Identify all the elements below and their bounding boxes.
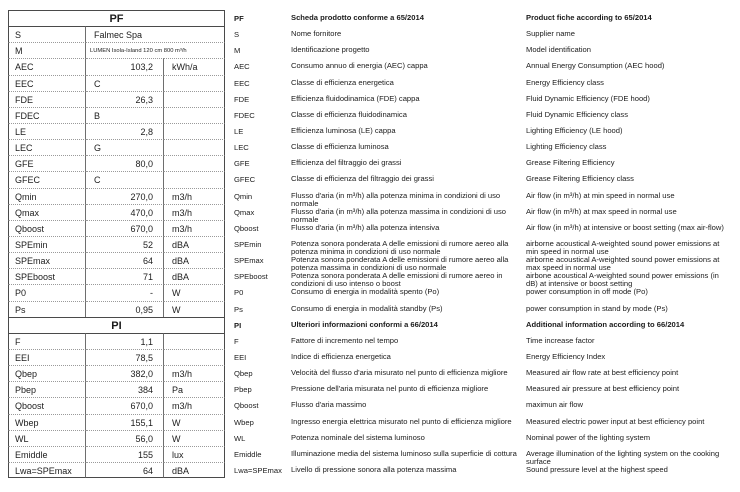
- spec-value-cell: LUMEN Isola-Island 120 cm 800 m³/h: [86, 42, 225, 58]
- description-english: airbone acoustical A-weighted sound power emissions (in dB) at intensive or boost setting: [526, 271, 719, 289]
- description-english: Energy Efficiency Index: [526, 351, 606, 361]
- spec-code-cell: PI: [8, 317, 225, 333]
- spec-code-cell: EEI: [8, 349, 86, 365]
- spec-value-cell: 78,5: [86, 349, 164, 365]
- description-english: Grease Filtering Efficiency: [526, 158, 615, 168]
- description-english: Grease Filtering Efficiency class: [526, 174, 634, 184]
- description-italian: Consumo di energia in modalità standby (Ps): [291, 303, 443, 313]
- spec-unit-cell: m3/h: [164, 220, 225, 236]
- spec-value-cell: 64: [86, 252, 164, 268]
- spec-row: [8, 236, 732, 257]
- legend-code: FDE: [234, 94, 250, 104]
- spec-unit-cell: W: [164, 301, 225, 317]
- spec-code-cell: Qboost: [8, 397, 86, 413]
- spec-code-cell: PF: [8, 10, 225, 26]
- legend-code: Qmax: [234, 207, 255, 217]
- spec-row: [8, 91, 732, 107]
- description-italian: Flusso d'aria (in m³/h) alla potenza massima in condizioni di uso normale: [291, 206, 507, 224]
- spec-value-cell: 56,0: [86, 430, 164, 446]
- description-italian: Classe di efficienza fluidodinamica: [291, 109, 407, 119]
- spec-row: [8, 349, 732, 365]
- spec-unit-cell: [164, 155, 225, 171]
- legend-code: SPEboost: [234, 272, 268, 282]
- legend-code: Ps: [234, 304, 243, 314]
- spec-code-cell: LEC: [8, 139, 86, 155]
- description-italian: Efficienza del filtraggio dei grassi: [291, 158, 402, 168]
- description-italian: Indice di efficienza energetica: [291, 351, 391, 361]
- description-italian: Flusso d'aria (in m³/h) alla potenza minima in condizioni di uso normale: [291, 190, 501, 208]
- spec-row: [8, 365, 732, 381]
- spec-row: [8, 268, 732, 289]
- spec-row: [8, 155, 732, 171]
- description-english: airborne acoustical A-weighted sound power emissions at min speed in normal use: [526, 238, 720, 257]
- legend-code: EEI: [234, 352, 247, 362]
- spec-unit-cell: dBA: [164, 236, 225, 252]
- spec-unit-cell: [164, 123, 225, 139]
- spec-row: [8, 446, 732, 466]
- section-header-row: [8, 317, 732, 333]
- description-english: airborne acoustical A-weighted sound power emissions at max speed in normal use: [526, 255, 720, 273]
- spec-code-cell: S: [8, 26, 86, 42]
- spec-unit-cell: W: [164, 284, 225, 300]
- spec-code-cell: Qmin: [8, 188, 86, 204]
- legend-code: LEC: [234, 143, 249, 153]
- spec-code-cell: WL: [8, 430, 86, 446]
- spec-unit-cell: m3/h: [164, 365, 225, 381]
- spec-row: [8, 220, 732, 236]
- spec-row: [8, 301, 732, 317]
- spec-code-cell: FDE: [8, 91, 86, 107]
- spec-unit-cell: dBA: [164, 268, 225, 284]
- legend-code: SPEmax: [234, 256, 264, 266]
- spec-value-cell: -: [86, 284, 164, 300]
- spec-row: [8, 107, 732, 123]
- spec-value-cell: 80,0: [86, 155, 164, 171]
- spec-row: [8, 123, 732, 139]
- description-english: Model identification: [526, 45, 592, 55]
- description-english: power consumption in off mode (Po): [526, 287, 648, 297]
- spec-code-cell: SPEboost: [8, 268, 86, 284]
- spec-row: [8, 397, 732, 413]
- legend-code: FDEC: [234, 110, 255, 120]
- spec-code-cell: EEC: [8, 75, 86, 91]
- spec-unit-cell: m3/h: [164, 397, 225, 413]
- description-italian: Classe di efficienza luminosa: [291, 142, 389, 152]
- spec-value-cell: 0,95: [86, 301, 164, 317]
- spec-row: [8, 42, 732, 58]
- spec-unit-cell: [164, 333, 225, 349]
- description-english: Measured electric power input at best efficiency point: [526, 416, 705, 426]
- description-italian: Ingresso energia elettrica misurato nel punto di efficienza migliore: [291, 416, 512, 426]
- legend-code: WL: [234, 433, 246, 443]
- spec-value-cell: 270,0: [86, 188, 164, 204]
- spec-row: [8, 188, 732, 208]
- legend-code: GFEC: [234, 175, 256, 185]
- spec-code-cell: Emiddle: [8, 446, 86, 462]
- spec-row: [8, 414, 732, 430]
- spec-unit-cell: [164, 107, 225, 123]
- legend-code: Emiddle: [234, 449, 262, 459]
- description-italian: Pressione dell'aria misurata nel punto di efficienza migliore: [291, 384, 489, 394]
- description-italian: Efficienza luminosa (LE) cappa: [291, 125, 396, 135]
- section-header-row: [8, 10, 732, 26]
- spec-value-cell: 155,1: [86, 414, 164, 430]
- legend-code: Lwa=SPEmax: [234, 465, 282, 475]
- legend-code: EEC: [234, 78, 250, 88]
- spec-row: [8, 75, 732, 91]
- spec-row: [8, 204, 732, 224]
- spec-code-cell: SPEmax: [8, 252, 86, 268]
- spec-unit-cell: [164, 171, 225, 187]
- legend-code: PF: [234, 14, 244, 23]
- spec-value-cell: 52: [86, 236, 164, 252]
- legend-code: F: [234, 336, 239, 346]
- description-italian: Flusso d'aria (in m³/h) alla potenza intensiva: [291, 222, 440, 232]
- description-english: Sound pressure level at the highest speed: [526, 464, 668, 474]
- legend-code: Qmin: [234, 191, 253, 201]
- legend-code: M: [234, 46, 241, 56]
- legend-code: SPEmin: [234, 239, 262, 249]
- description-english: Annual Energy Consumption (AEC hood): [526, 61, 665, 71]
- spec-value-cell: Falmec Spa: [86, 26, 225, 42]
- legend-code: Qboost: [234, 223, 259, 233]
- spec-code-cell: Pbep: [8, 381, 86, 397]
- spec-value-cell: 384: [86, 381, 164, 397]
- spec-code-cell: M: [8, 42, 86, 58]
- description-english: Time increase factor: [526, 335, 595, 345]
- description-italian: Consumo annuo di energia (AEC) cappa: [291, 61, 428, 71]
- description-italian: Livello di pressione sonora alla potenza massima: [291, 464, 457, 474]
- spec-unit-cell: W: [164, 430, 225, 446]
- description-italian: Fattore di incremento nel tempo: [291, 335, 399, 345]
- description-italian: Scheda prodotto conforme a 65/2014: [291, 13, 424, 22]
- legend-code: Pbep: [234, 385, 252, 395]
- description-italian: Efficienza fluidodinamica (FDE) cappa: [291, 93, 420, 103]
- spec-code-cell: F: [8, 333, 86, 349]
- description-italian: Potenza nominale del sistema luminoso: [291, 432, 425, 442]
- spec-value-cell: 71: [86, 268, 164, 284]
- spec-row: [8, 333, 732, 349]
- legend-code: GFE: [234, 159, 250, 169]
- spec-value-cell: B: [86, 107, 164, 123]
- spec-unit-cell: Pa: [164, 381, 225, 397]
- description-english: Measured air flow rate at best efficiency point: [526, 368, 679, 378]
- spec-row: [8, 430, 732, 446]
- description-english: Energy Efficiency class: [526, 77, 604, 87]
- legend-code: PI: [234, 320, 242, 330]
- spec-value-cell: 1,1: [86, 333, 164, 349]
- spec-value-cell: 2,8: [86, 123, 164, 139]
- description-english: Average illumination of the lighting system on the cooking surface: [526, 448, 720, 466]
- spec-code-cell: Ps: [8, 301, 86, 317]
- spec-code-cell: GFEC: [8, 171, 86, 187]
- spec-value-cell: G: [86, 139, 164, 155]
- spec-unit-cell: m3/h: [164, 204, 225, 220]
- description-italian: Classe di efficienza energetica: [291, 77, 394, 87]
- description-english: Product fiche according to 65/2014: [526, 13, 652, 22]
- spec-row: [8, 139, 732, 155]
- spec-unit-cell: dBA: [164, 252, 225, 268]
- spec-code-cell: Qboost: [8, 220, 86, 236]
- spec-value-cell: 670,0: [86, 220, 164, 236]
- description-italian: Ulteriori informazioni conformi a 66/2014: [291, 319, 438, 329]
- description-english: Air flow (in m³/h) at min speed in normal use: [526, 190, 675, 200]
- legend-code: Wbep: [234, 417, 254, 427]
- description-english: Air flow (in m³/h) at max speed in normal use: [526, 206, 677, 216]
- spec-row: [8, 171, 732, 187]
- spec-unit-cell: lux: [164, 446, 225, 462]
- legend-code: AEC: [234, 62, 250, 72]
- spec-code-cell: P0: [8, 284, 86, 300]
- spec-value-cell: 64: [86, 462, 164, 478]
- description-english: Lighting Efficiency class: [526, 142, 607, 152]
- description-english: Supplier name: [526, 29, 575, 39]
- description-english: maximun air flow: [526, 400, 583, 410]
- spec-value-cell: 26,3: [86, 91, 164, 107]
- description-italian: Potenza sonora ponderata A delle emissioni di rumore aereo alla potenza massima in condizioni di uso normale: [291, 255, 509, 273]
- spec-value-cell: 670,0: [86, 397, 164, 413]
- description-italian: Velocità del flusso d'aria misurato nel punto di efficienza migliore: [291, 368, 508, 378]
- legend-code: Qbep: [234, 369, 253, 379]
- description-english: Nominal power of the lighting system: [526, 432, 651, 442]
- spec-row: [8, 462, 732, 478]
- spec-code-cell: LE: [8, 123, 86, 139]
- description-italian: Illuminazione media del sistema luminoso sulla superficie di cottura: [291, 448, 517, 458]
- spec-code-cell: Qmax: [8, 204, 86, 220]
- legend-code: Qboost: [234, 401, 259, 411]
- spec-unit-cell: W: [164, 414, 225, 430]
- spec-unit-cell: [164, 139, 225, 155]
- description-english: Lighting Efficiency (LE hood): [526, 125, 623, 135]
- spec-value-cell: C: [86, 171, 164, 187]
- description-italian: Identificazione progetto: [291, 45, 370, 55]
- product-fiche-document: [8, 10, 732, 478]
- spec-code-cell: FDEC: [8, 107, 86, 123]
- spec-value-cell: 103,2: [86, 58, 164, 74]
- spec-code-cell: GFE: [8, 155, 86, 171]
- spec-unit-cell: kWh/a: [164, 58, 225, 74]
- legend-code: P0: [234, 288, 244, 298]
- spec-unit-cell: [164, 91, 225, 107]
- description-italian: Consumo di energia in modalità spento (Po): [291, 287, 440, 297]
- description-english: power consumption in stand by mode (Ps): [526, 303, 668, 313]
- description-italian: Potenza sonora ponderata A delle emissioni di rumore aereo in condizioni di uso intenso o boost: [291, 271, 503, 289]
- spec-row: [8, 381, 732, 397]
- spec-code-cell: Lwa=SPEmax: [8, 462, 86, 478]
- description-english: Air flow (in m³/h) at intensive or boost setting (max air-flow): [526, 222, 724, 232]
- legend-code: LE: [234, 126, 244, 136]
- spec-value-cell: 382,0: [86, 365, 164, 381]
- spec-row: [8, 26, 732, 42]
- spec-code-cell: Qbep: [8, 365, 86, 381]
- description-english: Additional information according to 66/2014: [526, 319, 685, 329]
- spec-code-cell: Wbep: [8, 414, 86, 430]
- spec-unit-cell: dBA: [164, 462, 225, 478]
- spec-unit-cell: [164, 349, 225, 365]
- spec-unit-cell: m3/h: [164, 188, 225, 204]
- description-italian: Potenza sonora ponderata A delle emissioni di rumore aereo alla potenza minima in condizioni di uso normale: [291, 238, 509, 257]
- description-italian: Nome fornitore: [291, 29, 342, 39]
- spec-value-cell: 155: [86, 446, 164, 462]
- legend-code: S: [234, 30, 240, 40]
- spec-code-cell: AEC: [8, 58, 86, 74]
- spec-row: [8, 284, 732, 300]
- spec-unit-cell: [164, 75, 225, 91]
- spec-code-cell: SPEmin: [8, 236, 86, 252]
- spec-row: [8, 58, 732, 74]
- description-italian: Classe di efficienza del filtraggio dei grassi: [291, 174, 434, 184]
- description-italian: Flusso d'aria massimo: [291, 400, 367, 410]
- spec-value-cell: 470,0: [86, 204, 164, 220]
- description-english: Fluid Dynamic Efficiency (FDE hood): [526, 93, 650, 103]
- spec-value-cell: C: [86, 75, 164, 91]
- description-english: Measured air pressure at best efficiency point: [526, 384, 680, 394]
- description-english: Fluid Dynamic Efficiency class: [526, 109, 628, 119]
- spec-row: [8, 252, 732, 273]
